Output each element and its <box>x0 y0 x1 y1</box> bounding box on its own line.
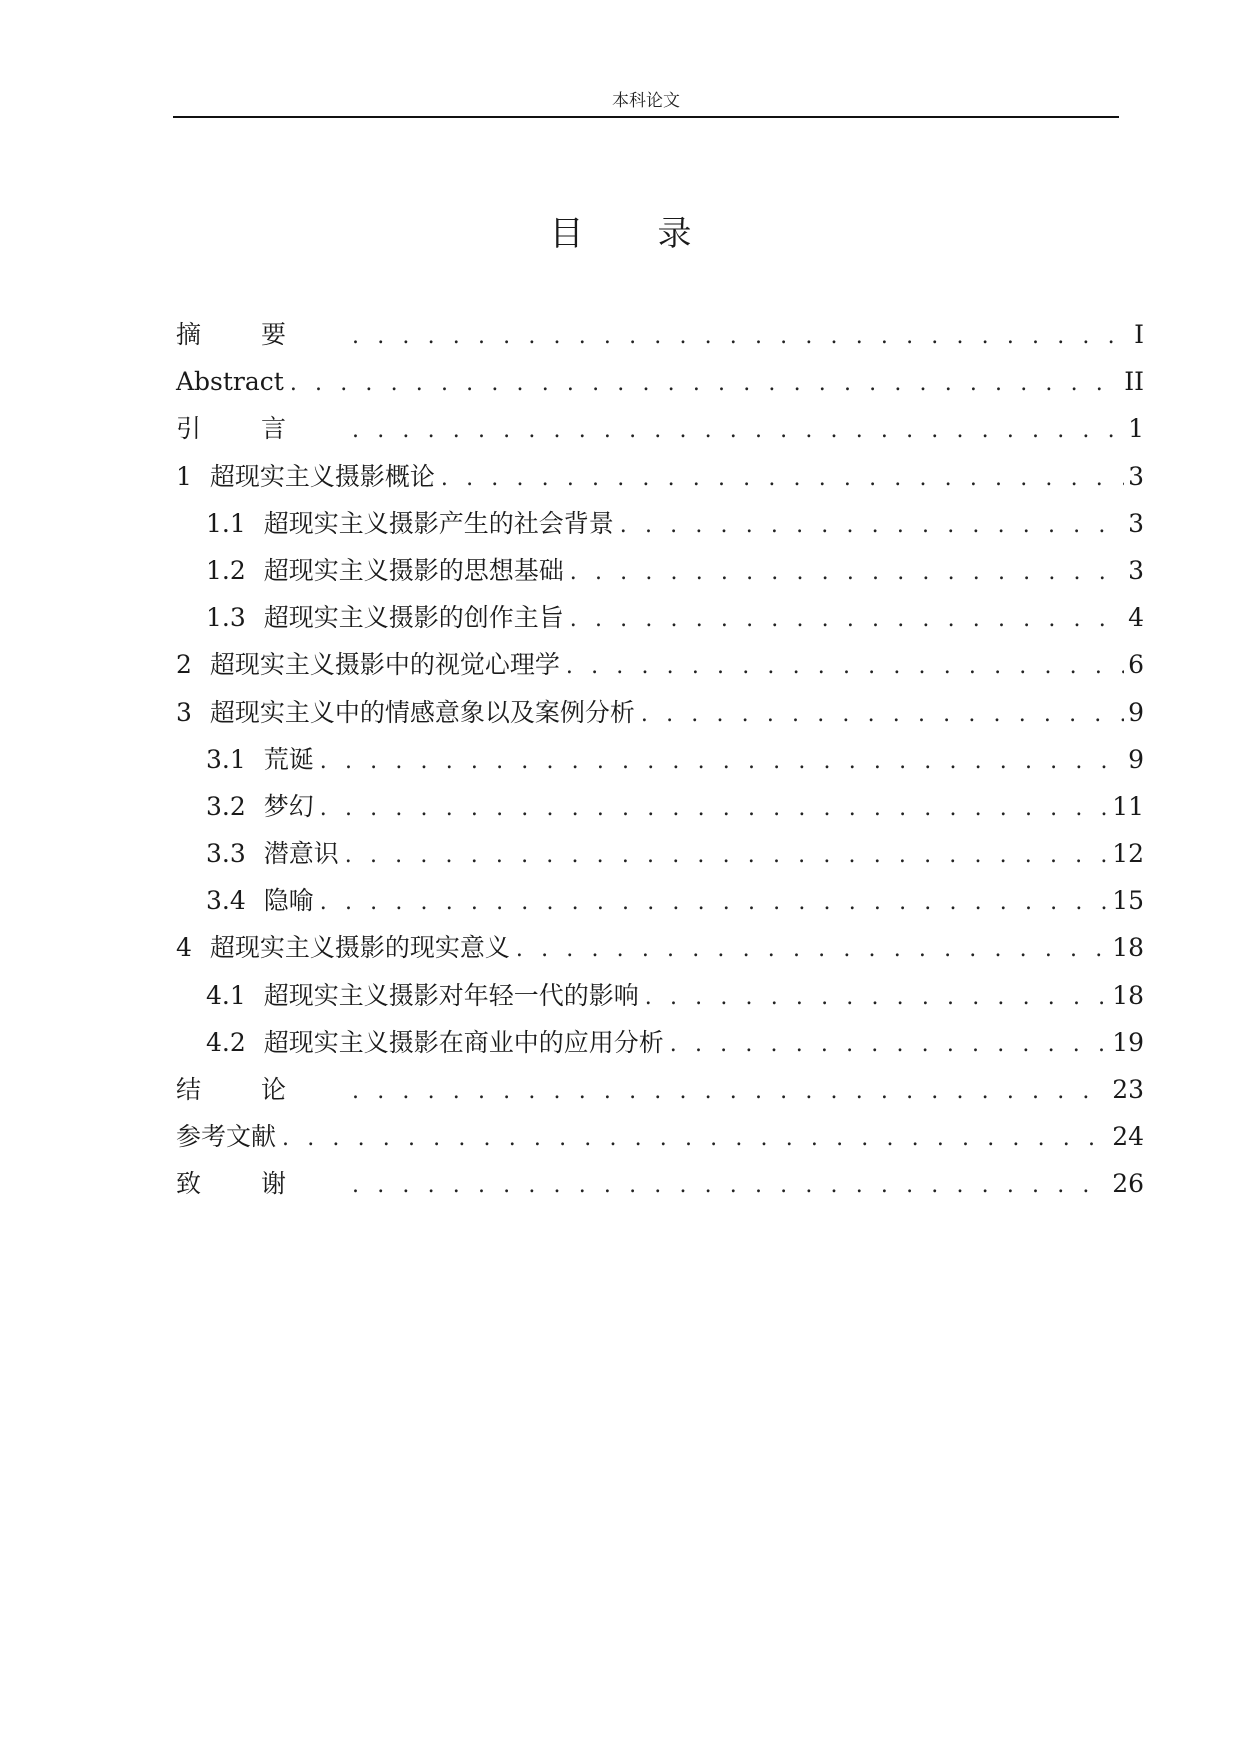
toc-entry-page-number: 18 <box>1112 933 1144 963</box>
toc-entry[interactable] <box>176 924 1144 971</box>
toc-entry[interactable] <box>176 972 1144 1019</box>
toc-title <box>0 212 1241 256</box>
toc-leader-dots <box>570 596 1124 643</box>
toc-entry[interactable] <box>176 500 1144 547</box>
toc-entry-page-number: II <box>1124 367 1144 397</box>
toc-list <box>176 311 1144 1208</box>
toc-entry-number: 3 <box>176 697 192 727</box>
toc-entry-title: 荒诞 <box>263 744 314 774</box>
toc-leader-dots <box>320 879 1108 926</box>
toc-entry-page-number: 6 <box>1128 650 1144 680</box>
toc-entry-title: 潜意识 <box>263 839 339 869</box>
toc-entry-page-number: 3 <box>1128 461 1144 491</box>
toc-entry-number: 1 <box>176 461 192 491</box>
toc-entry-page-number: 3 <box>1128 508 1144 538</box>
toc-entry-title: 结论 <box>176 1075 347 1104</box>
toc-entry-title: 摘要 <box>176 320 347 349</box>
toc-entry[interactable] <box>176 594 1144 641</box>
toc-entry-title: 超现实主义摄影中的视觉心理学 <box>209 650 560 680</box>
toc-entry-number: 3.3 <box>206 839 246 869</box>
toc-entry-title: 超现实主义摄影的思想基础 <box>263 555 564 585</box>
toc-leader-dots <box>566 643 1124 690</box>
toc-leader-dots <box>645 974 1108 1021</box>
toc-entry-title: 参考文献 <box>176 1122 277 1152</box>
toc-leader-dots <box>570 549 1124 596</box>
toc-entry-number: 1.2 <box>206 555 246 585</box>
running-header-title: 本科论文 <box>612 91 680 111</box>
toc-title-left: 目 <box>549 214 584 254</box>
toc-leader-dots <box>441 455 1124 502</box>
toc-entry[interactable] <box>176 689 1144 736</box>
toc-entry-page-number: 18 <box>1112 980 1144 1010</box>
toc-entry-number: 2 <box>176 650 192 680</box>
toc-entry-number: 1.1 <box>206 508 246 538</box>
toc-entry-title: 超现实主义摄影对年轻一代的影响 <box>263 980 639 1010</box>
toc-entry[interactable] <box>176 358 1144 405</box>
toc-entry-title: 超现实主义摄影产生的社会背景 <box>263 508 614 538</box>
toc-entry-title: 超现实主义摄影在商业中的应用分析 <box>263 1027 664 1057</box>
toc-entry-page-number: 1 <box>1128 414 1144 444</box>
toc-entry-page-number: 4 <box>1128 603 1144 633</box>
toc-leader-dots <box>670 1021 1108 1068</box>
toc-entry-page-number: 26 <box>1112 1169 1144 1199</box>
toc-entry-title: Abstract <box>176 367 284 397</box>
toc-entry[interactable] <box>176 830 1144 877</box>
toc-entry-page-number: 24 <box>1112 1122 1144 1152</box>
toc-entry-page-number: 19 <box>1112 1027 1144 1057</box>
toc-entry[interactable] <box>176 1160 1144 1207</box>
toc-entry-title: 超现实主义中的情感意象以及案例分析 <box>209 697 635 727</box>
toc-entry-page-number: 15 <box>1112 886 1144 916</box>
toc-entry[interactable] <box>176 453 1144 500</box>
toc-entry-number: 3.4 <box>206 886 246 916</box>
toc-leader-dots <box>620 502 1124 549</box>
toc-entry-page-number: 11 <box>1112 791 1144 821</box>
toc-entry-page-number: 9 <box>1128 697 1144 727</box>
toc-entry-page-number: 9 <box>1128 744 1144 774</box>
toc-entry-title: 引言 <box>176 414 347 444</box>
toc-entry[interactable] <box>176 547 1144 594</box>
toc-entry-title: 超现实主义摄影的创作主旨 <box>263 603 564 633</box>
toc-leader-dots <box>516 926 1108 973</box>
toc-entry-title: 致谢 <box>176 1169 347 1199</box>
toc-entry-page-number: 12 <box>1112 839 1144 869</box>
toc-leader-dots <box>352 313 1130 360</box>
toc-entry-page-number: 3 <box>1128 555 1144 585</box>
toc-leader-dots <box>345 832 1108 879</box>
toc-entry-page-number: I <box>1134 320 1144 349</box>
toc-entry-title: 超现实主义摄影的现实意义 <box>209 933 510 963</box>
toc-entry[interactable] <box>176 736 1144 783</box>
toc-entry-title: 梦幻 <box>263 791 314 821</box>
toc-entry[interactable] <box>176 877 1144 924</box>
toc-leader-dots <box>352 407 1124 454</box>
toc-entry-title: 超现实主义摄影概论 <box>209 461 435 491</box>
toc-leader-dots <box>352 1162 1108 1209</box>
toc-leader-dots <box>290 360 1120 407</box>
toc-entry[interactable] <box>176 1066 1144 1113</box>
toc-entry[interactable] <box>176 1113 1144 1160</box>
toc-entry[interactable] <box>176 1019 1144 1066</box>
toc-entry-number: 3.1 <box>206 744 246 774</box>
toc-entry-title: 隐喻 <box>263 886 314 916</box>
toc-entry[interactable] <box>176 405 1144 452</box>
toc-entry-number: 1.3 <box>206 603 246 633</box>
toc-entry[interactable] <box>176 783 1144 830</box>
toc-entry-number: 4.2 <box>206 1027 246 1057</box>
toc-entry-number: 4 <box>176 933 192 963</box>
toc-title-right: 录 <box>657 214 692 254</box>
toc-entry[interactable] <box>176 311 1144 358</box>
toc-leader-dots <box>282 1115 1108 1162</box>
toc-leader-dots <box>641 691 1124 738</box>
toc-entry-number: 3.2 <box>206 791 246 821</box>
toc-leader-dots <box>320 738 1124 785</box>
toc-entry-page-number: 23 <box>1112 1075 1144 1104</box>
toc-entry[interactable] <box>176 641 1144 688</box>
toc-entry-number: 4.1 <box>206 980 246 1010</box>
toc-leader-dots <box>320 785 1108 832</box>
running-header <box>173 86 1119 118</box>
toc-leader-dots <box>352 1068 1108 1115</box>
